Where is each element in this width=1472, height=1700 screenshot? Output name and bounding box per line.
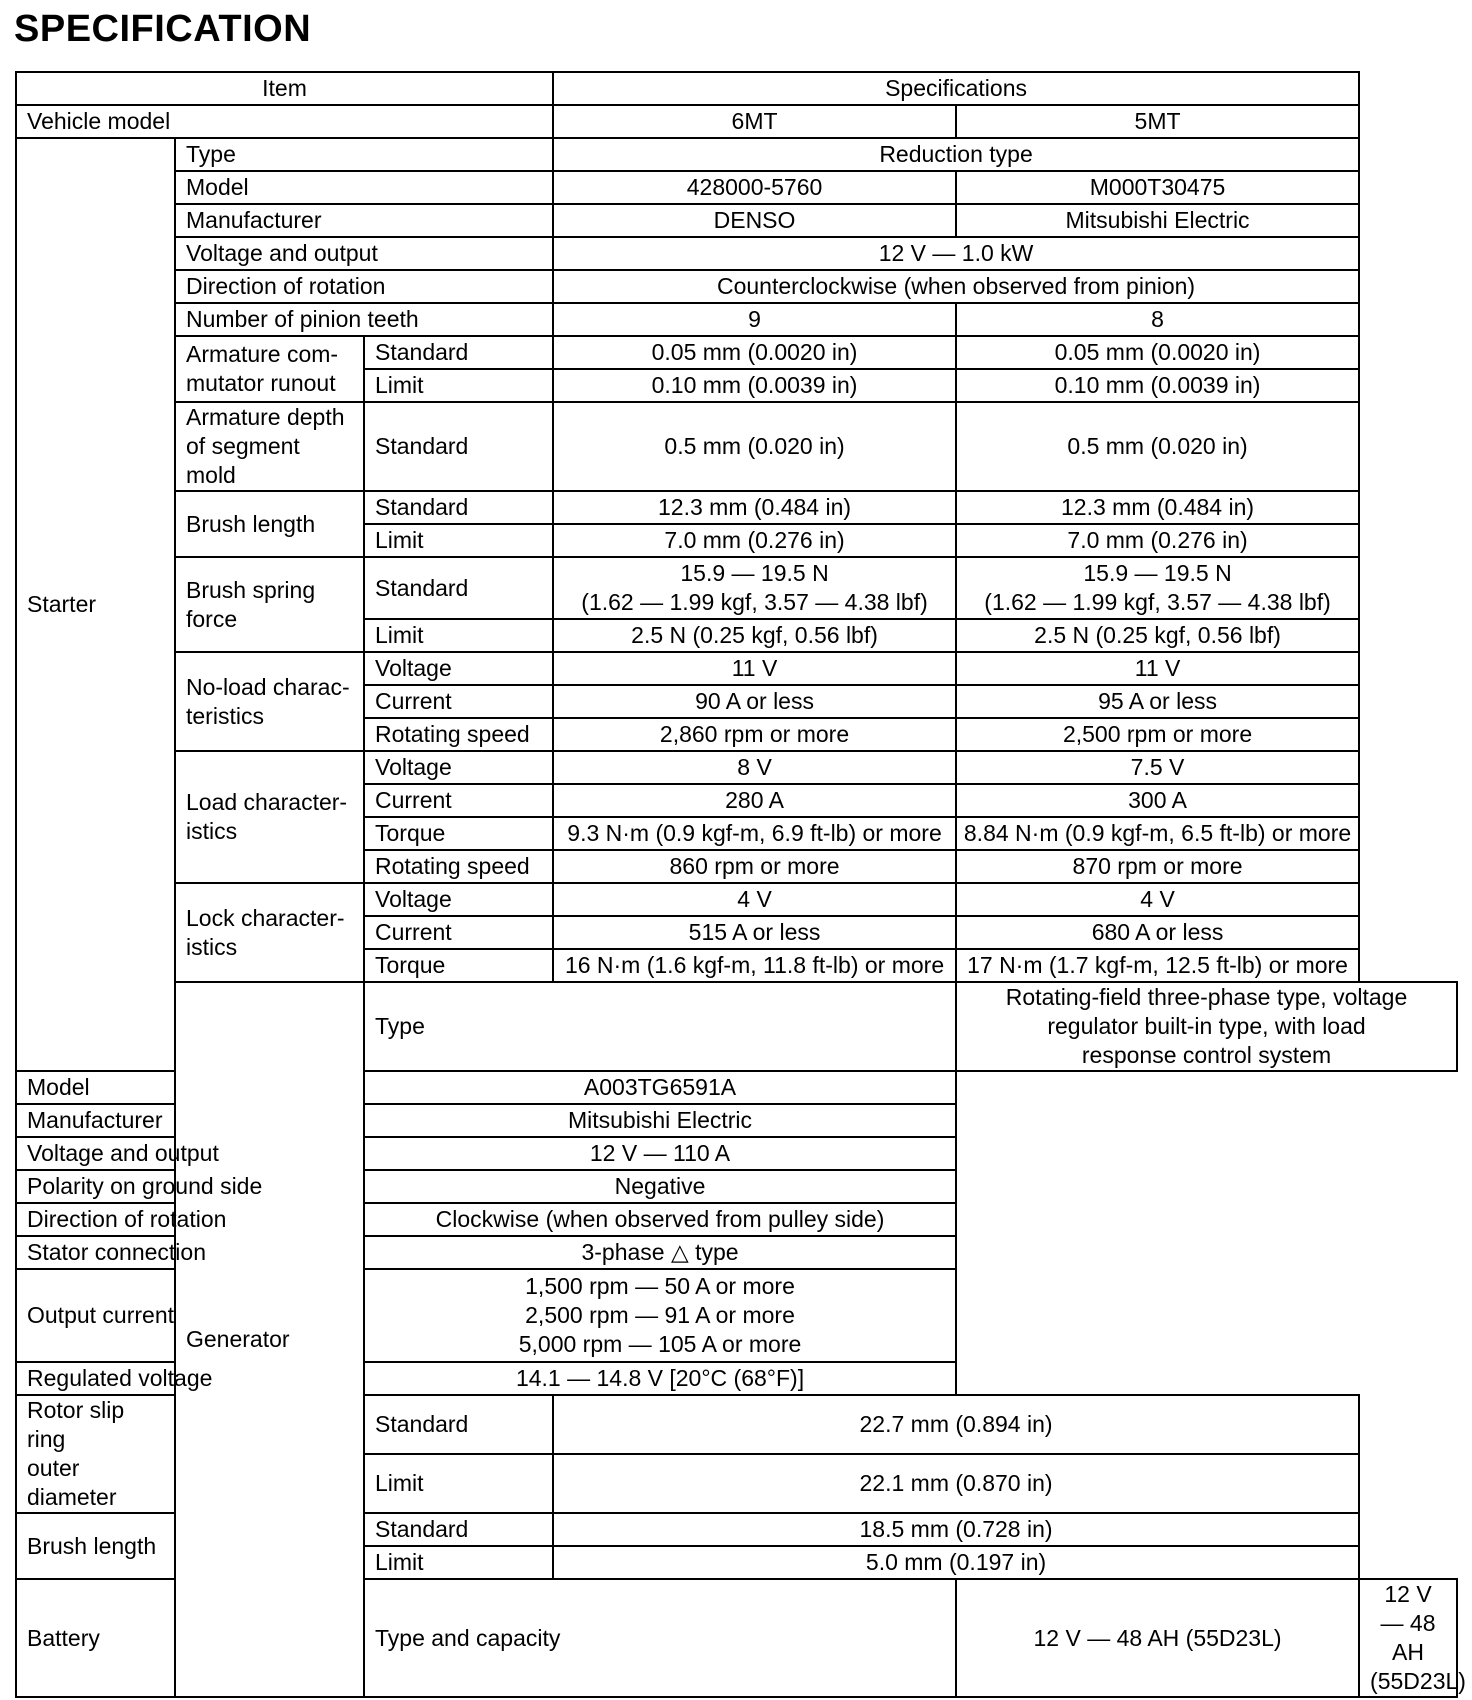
pinion-teeth-label: Number of pinion teeth [175, 303, 553, 336]
output-current-value: 1,500 rpm — 50 A or more 2,500 rpm — 91 A or more 5,000 rpm — 105 A or more [364, 1269, 956, 1362]
table-row [16, 652, 1457, 685]
load-label: Load character- istics [175, 751, 364, 883]
battery-type-label: Type and capacity [364, 1579, 956, 1697]
sub-label-torque: Torque [364, 817, 553, 850]
no-load-voltage-6mt: 11 V [553, 652, 956, 685]
table-row [16, 204, 1457, 237]
table-row [16, 138, 1457, 171]
load-current-6mt: 280 A [553, 784, 956, 817]
lock-voltage-5mt: 4 V [956, 883, 1359, 916]
starter-model-label: Model [175, 171, 553, 204]
starter-voltage-output-value: 12 V — 1.0 kW [553, 237, 1359, 270]
sub-label-limit: Limit [364, 369, 553, 402]
table-row [16, 1104, 1457, 1137]
starter-direction-value: Counterclockwise (when observed from pinion) [553, 270, 1359, 303]
table-row [16, 270, 1457, 303]
table-row [16, 1170, 1457, 1203]
table-row [16, 402, 1457, 491]
specification-table [15, 71, 1466, 1698]
table-row [16, 171, 1457, 204]
no-load-label: No-load charac- teristics [175, 652, 364, 751]
stator-label: Stator connection [16, 1236, 364, 1269]
polarity-value: Negative [364, 1170, 956, 1203]
starter-manufacturer-6mt: DENSO [553, 204, 956, 237]
sub-label-limit: Limit [364, 1454, 553, 1513]
table-row [16, 1236, 1457, 1269]
lock-voltage-6mt: 4 V [553, 883, 956, 916]
brush-spring-standard-5mt: 15.9 — 19.5 N (1.62 — 1.99 kgf, 3.57 — 4.38 lbf) [956, 557, 1359, 619]
starter-model-5mt: M000T30475 [956, 171, 1359, 204]
table-row [16, 1203, 1457, 1236]
load-torque-5mt: 8.84 N·m (0.9 kgf-m, 6.5 ft-lb) or more [956, 817, 1359, 850]
segment-mold-standard-5mt: 0.5 mm (0.020 in) [956, 402, 1359, 491]
generator-direction-value: Clockwise (when observed from pulley side) [364, 1203, 956, 1236]
sub-label-limit: Limit [364, 524, 553, 557]
lock-current-6mt: 515 A or less [553, 916, 956, 949]
pinion-teeth-6mt: 9 [553, 303, 956, 336]
output-current-label: Output current [16, 1269, 364, 1362]
load-current-5mt: 300 A [956, 784, 1359, 817]
generator-direction-label: Direction of rotation [16, 1203, 364, 1236]
load-voltage-5mt: 7.5 V [956, 751, 1359, 784]
sub-label-voltage: Voltage [364, 652, 553, 685]
generator-manufacturer-label: Manufacturer [16, 1104, 364, 1137]
load-voltage-6mt: 8 V [553, 751, 956, 784]
generator-voltage-output-value: 12 V — 110 A [364, 1137, 956, 1170]
load-speed-6mt: 860 rpm or more [553, 850, 956, 883]
table-row [16, 1071, 1457, 1104]
segment-mold-label: Armature depth of segment mold [175, 402, 364, 491]
starter-brush-standard-6mt: 12.3 mm (0.484 in) [553, 491, 956, 524]
stator-value: 3-phase △ type [364, 1236, 956, 1269]
header-specifications: Specifications [553, 72, 1359, 105]
starter-type-value: Reduction type [553, 138, 1359, 171]
starter-brush-length-label: Brush length [175, 491, 364, 557]
table-row [16, 1362, 1457, 1395]
regulated-voltage-value: 14.1 — 14.8 V [20°C (68°F)] [364, 1362, 956, 1395]
battery-section-label: Battery [16, 1579, 175, 1697]
sub-label-rotating-speed: Rotating speed [364, 718, 553, 751]
no-load-voltage-5mt: 11 V [956, 652, 1359, 685]
brush-spring-limit-5mt: 2.5 N (0.25 kgf, 0.56 lbf) [956, 619, 1359, 652]
vehicle-model-label: Vehicle model [16, 105, 553, 138]
slip-ring-limit-value: 22.1 mm (0.870 in) [553, 1454, 1359, 1513]
table-row [16, 336, 1457, 369]
starter-voltage-output-label: Voltage and output [175, 237, 553, 270]
no-load-current-5mt: 95 A or less [956, 685, 1359, 718]
sub-label-rotating-speed: Rotating speed [364, 850, 553, 883]
slip-ring-standard-value: 22.7 mm (0.894 in) [553, 1395, 1359, 1454]
table-row [16, 982, 1457, 1071]
table-row [16, 105, 1457, 138]
sub-label-limit: Limit [364, 619, 553, 652]
sub-label-current: Current [364, 916, 553, 949]
header-row [16, 72, 1457, 105]
generator-section-label: Generator [175, 982, 364, 1697]
table-row [16, 303, 1457, 336]
battery-type-5mt: 12 V — 48 AH (55D23L) [1359, 1579, 1457, 1697]
starter-model-6mt: 428000-5760 [553, 171, 956, 204]
sub-label-voltage: Voltage [364, 751, 553, 784]
brush-spring-label: Brush spring force [175, 557, 364, 652]
starter-brush-limit-6mt: 7.0 mm (0.276 in) [553, 524, 956, 557]
starter-manufacturer-label: Manufacturer [175, 204, 553, 237]
sub-label-current: Current [364, 685, 553, 718]
no-load-current-6mt: 90 A or less [553, 685, 956, 718]
no-load-speed-6mt: 2,860 rpm or more [553, 718, 956, 751]
sub-label-standard: Standard [364, 402, 553, 491]
table-row [16, 883, 1457, 916]
generator-voltage-output-label: Voltage and output [16, 1137, 364, 1170]
lock-torque-6mt: 16 N·m (1.6 kgf-m, 11.8 ft-lb) or more [553, 949, 956, 982]
sub-label-voltage: Voltage [364, 883, 553, 916]
sub-label-standard: Standard [364, 1513, 553, 1546]
sub-label-limit: Limit [364, 1546, 553, 1579]
sub-label-standard: Standard [364, 336, 553, 369]
commutator-runout-label: Armature com- mutator runout [175, 336, 364, 402]
sub-label-standard: Standard [364, 491, 553, 524]
generator-brush-length-label: Brush length [16, 1513, 175, 1579]
load-speed-5mt: 870 rpm or more [956, 850, 1359, 883]
sub-label-torque: Torque [364, 949, 553, 982]
table-row [16, 557, 1457, 619]
sub-label-standard: Standard [364, 1395, 553, 1454]
lock-torque-5mt: 17 N·m (1.7 kgf-m, 12.5 ft-lb) or more [956, 949, 1359, 982]
generator-brush-standard-value: 18.5 mm (0.728 in) [553, 1513, 1359, 1546]
generator-manufacturer-value: Mitsubishi Electric [364, 1104, 956, 1137]
no-load-speed-5mt: 2,500 rpm or more [956, 718, 1359, 751]
segment-mold-standard-6mt: 0.5 mm (0.020 in) [553, 402, 956, 491]
lock-current-5mt: 680 A or less [956, 916, 1359, 949]
brush-spring-limit-6mt: 2.5 N (0.25 kgf, 0.56 lbf) [553, 619, 956, 652]
commutator-runout-limit-6mt: 0.10 mm (0.0039 in) [553, 369, 956, 402]
sub-label-current: Current [364, 784, 553, 817]
commutator-runout-standard-6mt: 0.05 mm (0.0020 in) [553, 336, 956, 369]
starter-direction-label: Direction of rotation [175, 270, 553, 303]
starter-manufacturer-5mt: Mitsubishi Electric [956, 204, 1359, 237]
starter-brush-limit-5mt: 7.0 mm (0.276 in) [956, 524, 1359, 557]
load-torque-6mt: 9.3 N·m (0.9 kgf-m, 6.9 ft-lb) or more [553, 817, 956, 850]
generator-type-label: Type [364, 982, 956, 1071]
battery-type-6mt: 12 V — 48 AH (55D23L) [956, 1579, 1359, 1697]
sub-label-standard: Standard [364, 557, 553, 619]
table-row [16, 491, 1457, 524]
commutator-runout-limit-5mt: 0.10 mm (0.0039 in) [956, 369, 1359, 402]
header-item: Item [16, 72, 553, 105]
starter-type-label: Type [175, 138, 553, 171]
brush-spring-standard-6mt: 15.9 — 19.5 N (1.62 — 1.99 kgf, 3.57 — 4.38 lbf) [553, 557, 956, 619]
starter-section-label: Starter [16, 138, 175, 1071]
table-row [16, 1137, 1457, 1170]
table-row [16, 751, 1457, 784]
pinion-teeth-5mt: 8 [956, 303, 1359, 336]
generator-type-value: Rotating-field three-phase type, voltage regulator built-in type, with load response control system [956, 982, 1457, 1071]
vehicle-model-5mt: 5MT [956, 105, 1359, 138]
generator-model-label: Model [16, 1071, 364, 1104]
polarity-label: Polarity on ground side [16, 1170, 364, 1203]
lock-label: Lock character- istics [175, 883, 364, 982]
generator-brush-limit-value: 5.0 mm (0.197 in) [553, 1546, 1359, 1579]
vehicle-model-6mt: 6MT [553, 105, 956, 138]
commutator-runout-standard-5mt: 0.05 mm (0.0020 in) [956, 336, 1359, 369]
generator-model-value: A003TG6591A [364, 1071, 956, 1104]
page-title: SPECIFICATION [14, 8, 312, 50]
table-row [16, 237, 1457, 270]
slip-ring-label: Rotor slip ring outer diameter [16, 1395, 175, 1513]
regulated-voltage-label: Regulated voltage [16, 1362, 364, 1395]
starter-brush-standard-5mt: 12.3 mm (0.484 in) [956, 491, 1359, 524]
